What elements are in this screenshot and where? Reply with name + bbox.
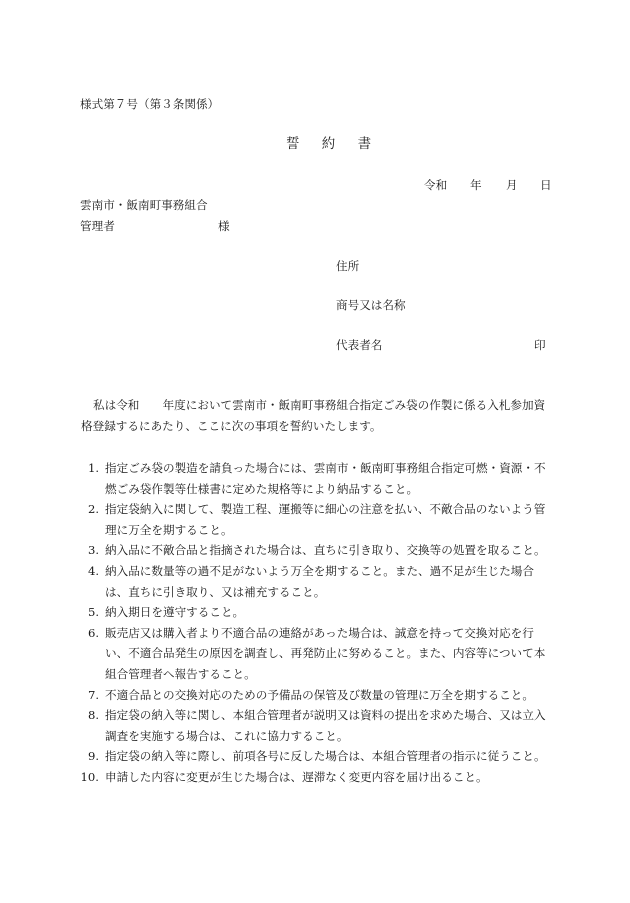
date-year: 年 <box>470 178 482 192</box>
pledge-item <box>77 602 555 623</box>
pledge-number: 7. <box>87 687 99 702</box>
applicant-company-label: 商号又は名称 <box>336 298 406 312</box>
date-month: 月 <box>506 178 518 192</box>
applicant-address-label: 住所 <box>336 259 360 273</box>
date-day: 日 <box>540 178 552 192</box>
pledge-number: 3. <box>87 543 99 558</box>
pledge-item <box>77 767 555 788</box>
pledge-item <box>77 540 555 561</box>
intro-paragraph: 私は令和 年度において雲南市・飯南町事務組合指定ごみ袋の作製に係る入札参加資格登録するにあたり、ここに次の事項を誓約いたします。 <box>81 398 546 433</box>
pledge-text: 納入期日を遵守すること。 <box>105 605 245 620</box>
pledge-text: 不適合品との交換対応のための予備品の保管及び数量の管理に万全を期すること。 <box>105 687 534 702</box>
pledge-text: 販売店又は購入者より不適合品の連絡があった場合は、誠意を持って交換対応を行い、不適合品発生の原因を調査し、再発防止に努めること。また、内容等について本組合管理者へ報告すること。 <box>105 625 546 681</box>
pledge-text: 指定ごみ袋の製造を請負った場合には、雲南市・飯南町事務組合指定可燃・資源・不燃ごみ袋作製等仕様書に定めた規格等により納品すること。 <box>105 461 546 496</box>
pledge-text: 申請した内容に変更が生じた場合は、遅滞なく変更内容を届け出ること。 <box>105 769 488 784</box>
pledge-number: 10. <box>80 769 99 784</box>
form-number-label: 様式第７号（第３条関係） <box>80 97 220 111</box>
pledge-number: 1. <box>87 461 99 475</box>
recipient-honorific: 様 <box>218 219 230 233</box>
pledge-number: 4. <box>87 563 99 578</box>
pledge-item <box>77 685 555 706</box>
pledge-item <box>77 499 555 540</box>
pledge-item <box>77 623 555 685</box>
document-title: 誓 約 書 <box>286 136 381 152</box>
pledge-item <box>77 561 555 602</box>
pledge-number: 8. <box>87 708 99 723</box>
seal-mark: 印 <box>534 338 546 352</box>
pledge-number: 2. <box>87 502 99 517</box>
pledge-text: 納入品に数量等の過不足がないよう万全を期すること。また、過不足が生じた場合は、直ちに引き取り、又は補充すること。 <box>105 563 534 599</box>
pledge-item <box>77 746 555 767</box>
pledge-text: 納入品に不敵合品と指摘された場合は、直ちに引き取り、交換等の処置を取ること。 <box>105 543 546 558</box>
pledge-text: 指定袋の納入等に際し、前項各号に反した場合は、本組合管理者の指示に従うこと。 <box>105 749 546 764</box>
pledge-text: 指定袋納入に関して、製造工程、運搬等に細心の注意を払い、不敵合品のないよう管理に万全を期すること。 <box>105 502 546 537</box>
date-era: 令和 <box>424 178 448 192</box>
pledge-number: 9. <box>87 749 99 764</box>
recipient-role: 管理者 <box>80 219 115 233</box>
pledge-item <box>77 458 555 499</box>
pledge-item <box>77 705 555 746</box>
pledge-number: 6. <box>87 625 99 640</box>
recipient-organization: 雲南市・飯南町事務組合 <box>80 198 208 212</box>
pledge-number: 5. <box>87 605 99 620</box>
pledge-list <box>77 458 555 788</box>
applicant-representative-label: 代表者名 <box>336 338 383 352</box>
pledge-text: 指定袋の納入等に関し、本組合管理者が説明又は資料の提出を求めた場合、又は立入調査を実施する場合は、これに協力すること。 <box>105 708 546 743</box>
